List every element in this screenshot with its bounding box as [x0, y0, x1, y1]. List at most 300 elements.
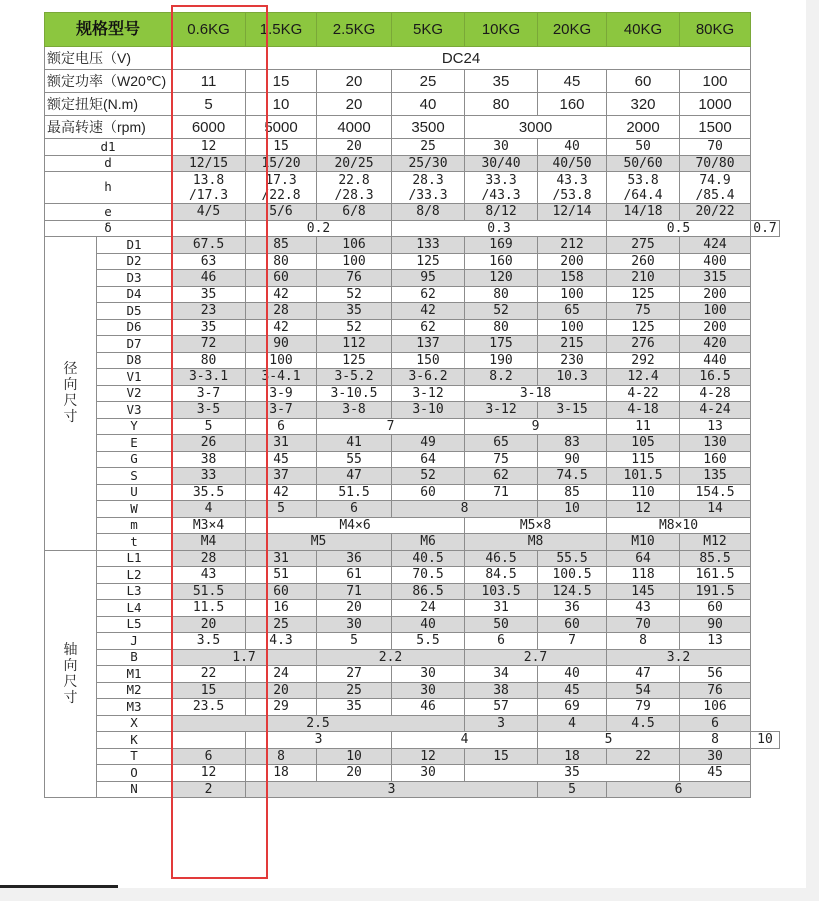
row-V3	[45, 402, 780, 419]
cell: 12	[607, 501, 680, 518]
cell: 67.5	[172, 237, 246, 254]
cell: 52	[465, 303, 538, 320]
cell: 154.5	[680, 484, 751, 501]
cell: 1000	[680, 93, 751, 116]
cell: 22	[172, 666, 246, 683]
cell: 8.2	[465, 369, 538, 386]
cell: 17.3 /22.8	[246, 172, 317, 204]
cell: 6	[246, 418, 317, 435]
row-label: J	[97, 633, 172, 650]
cell: 18	[538, 748, 607, 765]
cell: 106	[317, 237, 392, 254]
cell: 5/6	[246, 204, 317, 221]
cell: 52	[317, 286, 392, 303]
model-col: 2.5KG	[317, 13, 392, 47]
row-label: D1	[97, 237, 172, 254]
row-label: e	[45, 204, 172, 221]
row-K	[45, 732, 780, 749]
cell: 64	[392, 451, 465, 468]
cell: 400	[680, 253, 751, 270]
cell: M5×8	[465, 517, 607, 534]
cell: 10	[751, 732, 780, 749]
cell: 3-5	[172, 402, 246, 419]
cell: 125	[392, 253, 465, 270]
cell: 10	[317, 748, 392, 765]
cell: 30	[680, 748, 751, 765]
cell: 12	[172, 765, 246, 782]
cell: 80	[465, 93, 538, 116]
cell: 5	[317, 633, 392, 650]
cell: 50	[465, 616, 538, 633]
cell: 3-10.5	[317, 385, 392, 402]
cell: 169	[465, 237, 538, 254]
cell: 8	[392, 501, 538, 518]
spec-table	[44, 12, 780, 798]
radial-group-text: 径向尺寸	[63, 361, 78, 426]
cell: 25	[317, 682, 392, 699]
cell: 24	[246, 666, 317, 683]
cell: 52	[392, 468, 465, 485]
cell: 51.5	[172, 583, 246, 600]
cell: 1500	[680, 116, 751, 139]
cell: 69	[538, 699, 607, 716]
row-label: δ	[45, 220, 172, 237]
row-W	[45, 501, 780, 518]
cell: M8×10	[607, 517, 751, 534]
cell: 13	[680, 418, 751, 435]
row-label: L2	[97, 567, 172, 584]
cell: 56	[680, 666, 751, 683]
cell: 70/80	[680, 155, 751, 172]
row-label: O	[97, 765, 172, 782]
row-e	[45, 204, 780, 221]
cell: 71	[317, 583, 392, 600]
row-N	[45, 781, 780, 798]
row-label: m	[97, 517, 172, 534]
cell: 110	[607, 484, 680, 501]
cell: 7	[317, 418, 465, 435]
cell: 200	[680, 319, 751, 336]
model-header-label: 规格型号	[45, 13, 172, 47]
row-D8	[45, 352, 780, 369]
cell: 12.4	[607, 369, 680, 386]
model-col: 5KG	[392, 13, 465, 47]
cell: 13.8 /17.3	[172, 172, 246, 204]
cell: 8	[607, 633, 680, 650]
cell: 35	[172, 286, 246, 303]
cell: M4	[172, 534, 246, 551]
cell: 20	[317, 765, 392, 782]
cell: 80	[465, 319, 538, 336]
cell: 4	[538, 715, 607, 732]
cell: 158	[538, 270, 607, 287]
cell: 14	[680, 501, 751, 518]
row-label: 额定电压（V)	[45, 47, 172, 70]
cell: 15	[246, 70, 317, 93]
row-L2	[45, 567, 780, 584]
cell: 4-28	[680, 385, 751, 402]
cell: 3-7	[246, 402, 317, 419]
row-label: L3	[97, 583, 172, 600]
cell: 118	[607, 567, 680, 584]
cell: 29	[246, 699, 317, 716]
cell: 11	[172, 70, 246, 93]
cell: 20	[172, 616, 246, 633]
cell: M12	[680, 534, 751, 551]
cell: 6	[317, 501, 392, 518]
cell: 45	[246, 451, 317, 468]
cell: 74.5	[538, 468, 607, 485]
cell: 38	[172, 451, 246, 468]
cell: 16	[246, 600, 317, 617]
cell: 11.5	[172, 600, 246, 617]
cell: M6	[392, 534, 465, 551]
cell: 150	[392, 352, 465, 369]
cell: 46.5	[465, 550, 538, 567]
cell: 76	[680, 682, 751, 699]
cell: M3×4	[172, 517, 246, 534]
cell: 26	[172, 435, 246, 452]
cell: 40/50	[538, 155, 607, 172]
cell: 42	[392, 303, 465, 320]
cell: 200	[680, 286, 751, 303]
row-Y	[45, 418, 780, 435]
cell: 15	[246, 139, 317, 156]
cell: 34	[465, 666, 538, 683]
cell: 6000	[172, 116, 246, 139]
cell: 70	[607, 616, 680, 633]
cell: 8/8	[392, 204, 465, 221]
cell: 65	[538, 303, 607, 320]
cell: 112	[317, 336, 392, 353]
row-M2	[45, 682, 780, 699]
cell: 40	[392, 616, 465, 633]
cell: 212	[538, 237, 607, 254]
cell: 90	[246, 336, 317, 353]
cell: 5	[246, 501, 317, 518]
cell: 60	[680, 600, 751, 617]
cell: 10.3	[538, 369, 607, 386]
cell: 25/30	[392, 155, 465, 172]
cell: 36	[317, 550, 392, 567]
cell: 20	[246, 682, 317, 699]
row-G	[45, 451, 780, 468]
row-L4	[45, 600, 780, 617]
row-D2	[45, 253, 780, 270]
cell: 22.8 /28.3	[317, 172, 392, 204]
row-V2	[45, 385, 780, 402]
cell: 3-10	[392, 402, 465, 419]
cell: 40	[538, 139, 607, 156]
row-E	[45, 435, 780, 452]
cell: 145	[607, 583, 680, 600]
cell: 3	[465, 715, 538, 732]
cell: 40.5	[392, 550, 465, 567]
cell: 51.5	[317, 484, 392, 501]
cell: 37	[246, 468, 317, 485]
cell: 42	[246, 286, 317, 303]
cell: 30	[465, 139, 538, 156]
cell: 161.5	[680, 567, 751, 584]
cell: 100	[538, 319, 607, 336]
row-label: N	[97, 781, 172, 798]
cell: 320	[607, 93, 680, 116]
cell: 133	[392, 237, 465, 254]
cell: 115	[607, 451, 680, 468]
cell: 85.5	[680, 550, 751, 567]
cell: 33	[172, 468, 246, 485]
cell: 20/25	[317, 155, 392, 172]
row-rated-torque	[45, 93, 780, 116]
cell: 25	[392, 70, 465, 93]
cell: 70	[680, 139, 751, 156]
row-L1	[45, 550, 780, 567]
cell: 2.2	[317, 649, 465, 666]
model-col: 10KG	[465, 13, 538, 47]
cell: 5.5	[392, 633, 465, 650]
cell: 6/8	[317, 204, 392, 221]
cell: 210	[607, 270, 680, 287]
row-label: Y	[97, 418, 172, 435]
cell: 54	[607, 682, 680, 699]
cell: M10	[607, 534, 680, 551]
cell: 20	[317, 139, 392, 156]
cell: 14/18	[607, 204, 680, 221]
row-J	[45, 633, 780, 650]
row-label: D5	[97, 303, 172, 320]
row-D4	[45, 286, 780, 303]
cell: 160	[680, 451, 751, 468]
cell: 3.2	[607, 649, 751, 666]
cell: 10	[246, 93, 317, 116]
cell: 200	[538, 253, 607, 270]
cell: 260	[607, 253, 680, 270]
cell: 2.7	[465, 649, 607, 666]
cell: 2000	[607, 116, 680, 139]
cell: 46	[172, 270, 246, 287]
cell: 0.2	[246, 220, 392, 237]
model-col: 40KG	[607, 13, 680, 47]
row-rated-voltage	[45, 47, 780, 70]
cell: 4-24	[680, 402, 751, 419]
cell: 3-6.2	[392, 369, 465, 386]
cell: 76	[317, 270, 392, 287]
cell: 4.5	[607, 715, 680, 732]
cell: 64	[607, 550, 680, 567]
row-label: d	[45, 155, 172, 172]
row-label: M3	[97, 699, 172, 716]
cell: 3	[246, 732, 392, 749]
row-m	[45, 517, 780, 534]
cell: 63	[172, 253, 246, 270]
cell: 20	[317, 93, 392, 116]
axial-group-text: 轴向尺寸	[63, 641, 78, 706]
row-L5	[45, 616, 780, 633]
cell: 440	[680, 352, 751, 369]
cell: 8/12	[465, 204, 538, 221]
cell: 53.8 /64.4	[607, 172, 680, 204]
cell: 100	[317, 253, 392, 270]
row-U	[45, 484, 780, 501]
row-D5	[45, 303, 780, 320]
model-col: 20KG	[538, 13, 607, 47]
cell: 42	[246, 484, 317, 501]
cell: 90	[680, 616, 751, 633]
cell: 0.3	[392, 220, 607, 237]
cell: 23	[172, 303, 246, 320]
row-label: h	[45, 172, 172, 204]
cell: 11	[607, 418, 680, 435]
cell: 60	[246, 583, 317, 600]
cell: 41	[317, 435, 392, 452]
cell: 30	[392, 666, 465, 683]
cell: 23.5	[172, 699, 246, 716]
row-max-speed	[45, 116, 780, 139]
cell: 47	[317, 468, 392, 485]
radial-group-label	[45, 237, 97, 551]
cell: 45	[680, 765, 751, 782]
model-col: 80KG	[680, 13, 751, 47]
header-row	[45, 13, 780, 47]
row-label: U	[97, 484, 172, 501]
cell: 105	[607, 435, 680, 452]
row-M1	[45, 666, 780, 683]
row-delta	[45, 220, 780, 237]
cell: 45	[538, 682, 607, 699]
cell: 20/22	[680, 204, 751, 221]
row-D7	[45, 336, 780, 353]
row-label: G	[97, 451, 172, 468]
row-d	[45, 155, 780, 172]
cell: 3-18	[465, 385, 607, 402]
cell: 10	[538, 501, 607, 518]
cell: 28.3 /33.3	[392, 172, 465, 204]
row-label: B	[97, 649, 172, 666]
row-M3	[45, 699, 780, 716]
cell: 12	[392, 748, 465, 765]
cell: 0.5	[607, 220, 751, 237]
model-col: 0.6KG	[172, 13, 246, 47]
row-T	[45, 748, 780, 765]
cell: 85	[246, 237, 317, 254]
cell: 4-18	[607, 402, 680, 419]
row-rated-power	[45, 70, 780, 93]
cell: 42	[246, 319, 317, 336]
cell: 25	[246, 616, 317, 633]
cell: 52	[317, 319, 392, 336]
cell: 16.5	[680, 369, 751, 386]
cell: 315	[680, 270, 751, 287]
cell: 8	[680, 732, 751, 749]
cell: 20	[317, 70, 392, 93]
cell: 22	[607, 748, 680, 765]
cell: 3-12	[392, 385, 465, 402]
cell: 35	[465, 765, 680, 782]
cell: 191.5	[680, 583, 751, 600]
row-label: V3	[97, 402, 172, 419]
cell: 0.7	[751, 220, 780, 237]
cell: 6	[607, 781, 751, 798]
cell: 86.5	[392, 583, 465, 600]
cell: 55.5	[538, 550, 607, 567]
cell: 30	[317, 616, 392, 633]
row-B	[45, 649, 780, 666]
cell: 101.5	[607, 468, 680, 485]
row-label: D3	[97, 270, 172, 287]
cell: 83	[538, 435, 607, 452]
cell: 35	[317, 303, 392, 320]
cell: 135	[680, 468, 751, 485]
cell: 36	[538, 600, 607, 617]
cell: 5000	[246, 116, 317, 139]
cell: 85	[538, 484, 607, 501]
cell: 28	[246, 303, 317, 320]
cell: 3000	[465, 116, 607, 139]
cell: 12/15	[172, 155, 246, 172]
cell: 276	[607, 336, 680, 353]
row-t	[45, 534, 780, 551]
cell: 100	[246, 352, 317, 369]
cell: 30	[392, 682, 465, 699]
cell: 50/60	[607, 155, 680, 172]
cell: 28	[172, 550, 246, 567]
cell: 79	[607, 699, 680, 716]
cell: 35	[317, 699, 392, 716]
cell: 35.5	[172, 484, 246, 501]
cell: 55	[317, 451, 392, 468]
cell: 125	[317, 352, 392, 369]
cell: 31	[246, 435, 317, 452]
row-label: M2	[97, 682, 172, 699]
row-label: V2	[97, 385, 172, 402]
cell: 5	[538, 732, 680, 749]
cell: 72	[172, 336, 246, 353]
cell: DC24	[172, 47, 751, 70]
cell: 35	[172, 319, 246, 336]
row-h	[45, 172, 780, 204]
row-label: W	[97, 501, 172, 518]
cell: M8	[465, 534, 607, 551]
cell: 95	[392, 270, 465, 287]
cell: 50	[607, 139, 680, 156]
cell: 46	[392, 699, 465, 716]
row-d1	[45, 139, 780, 156]
cell: 12/14	[538, 204, 607, 221]
row-label: K	[97, 732, 172, 749]
cell: 3	[246, 781, 538, 798]
cell: 1.7	[172, 649, 317, 666]
cell: 125	[607, 319, 680, 336]
cell: 31	[246, 550, 317, 567]
cell: 3-4.1	[246, 369, 317, 386]
cell: 5	[172, 93, 246, 116]
cell: 60	[607, 70, 680, 93]
cell: 3-7	[172, 385, 246, 402]
row-label: T	[97, 748, 172, 765]
cell: 160	[538, 93, 607, 116]
cell: 57	[465, 699, 538, 716]
cell: 6	[465, 633, 538, 650]
row-label: D2	[97, 253, 172, 270]
cell: 43	[607, 600, 680, 617]
cell: 3500	[392, 116, 465, 139]
cell: 100.5	[538, 567, 607, 584]
cell: 130	[680, 435, 751, 452]
cell: 31	[465, 600, 538, 617]
cell: 62	[392, 286, 465, 303]
cell: 51	[246, 567, 317, 584]
cell: 90	[538, 451, 607, 468]
